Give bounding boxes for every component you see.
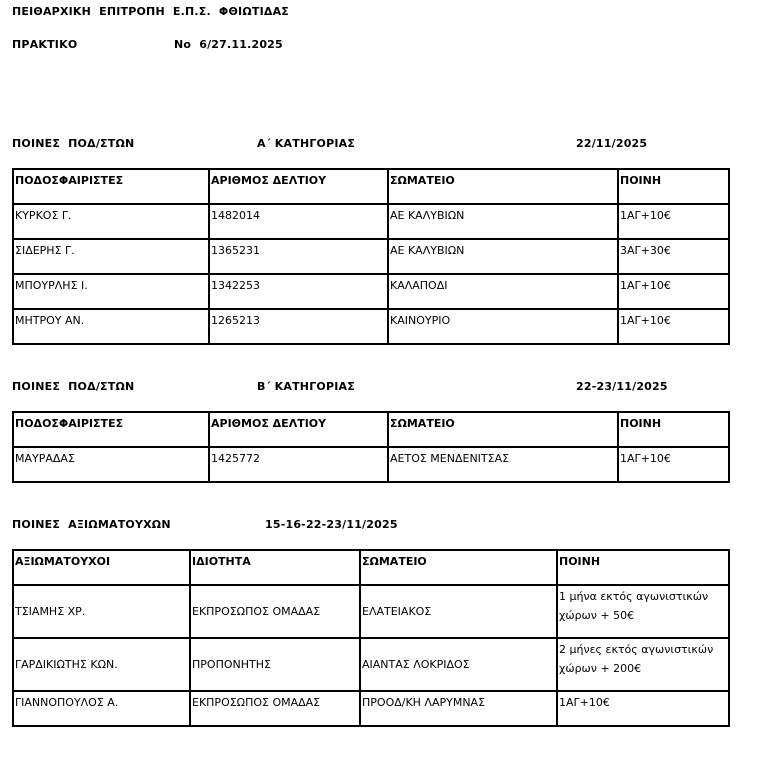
table-cell: ΜΠΟΥΡΛΗΣ Ι.	[13, 274, 209, 309]
section-b-category: Β΄ ΚΑΤΗΓΟΡΙΑΣ	[257, 380, 355, 393]
section-a-table	[12, 168, 730, 345]
section-a-title: ΠΟΙΝΕΣ ΠΟΔ/ΣΤΩΝ	[12, 137, 135, 150]
table-header-row	[13, 169, 729, 204]
column-header: ΠΟΙΝΗ	[557, 550, 729, 585]
table-header-row	[13, 412, 729, 447]
section-a-category: Α΄ ΚΑΤΗΓΟΡΙΑΣ	[257, 137, 356, 150]
column-header: ΣΩΜΑΤΕΙΟ	[388, 169, 618, 204]
table-cell: ΠΡΟΟΔ/ΚΗ ΛΑΡΥΜΝΑΣ	[360, 691, 557, 726]
minutes-number: Νο 6/27.11.2025	[174, 38, 283, 51]
table-cell: 1342253	[209, 274, 388, 309]
table-row	[13, 638, 729, 691]
table-row	[13, 585, 729, 638]
table-cell: ΤΣΙΑΜΗΣ ΧΡ.	[13, 585, 190, 638]
table-row	[13, 239, 729, 274]
section-c-table	[12, 549, 730, 727]
column-header: ΠΟΙΝΗ	[618, 412, 729, 447]
table-cell: 1 μήνα εκτός αγωνιστικών χώρων + 50€	[557, 585, 729, 638]
column-header: ΠΟΔΟΣΦΑΙΡΙΣΤΕΣ	[13, 169, 209, 204]
table-cell: ΕΚΠΡΟΣΩΠΟΣ ΟΜΑΔΑΣ	[190, 691, 360, 726]
table-row	[13, 447, 729, 482]
table-cell: ΑΕ ΚΑΛΥΒΙΩΝ	[388, 204, 618, 239]
section-b-date: 22-23/11/2025	[576, 380, 668, 393]
table-cell: ΕΛΑΤΕΙΑΚΟΣ	[360, 585, 557, 638]
table-cell: ΓΙΑΝΝΟΠΟΥΛΟΣ Α.	[13, 691, 190, 726]
table-cell: 1ΑΓ+10€	[618, 447, 729, 482]
table-cell: 1ΑΓ+10€	[557, 691, 729, 726]
section-b-title: ΠΟΙΝΕΣ ΠΟΔ/ΣΤΩΝ	[12, 380, 135, 393]
table-row	[13, 274, 729, 309]
table-cell: 1425772	[209, 447, 388, 482]
table-header-row	[13, 550, 729, 585]
table-cell: 1ΑΓ+10€	[618, 309, 729, 344]
table-cell: ΚΥΡΚΟΣ Γ.	[13, 204, 209, 239]
table-row	[13, 309, 729, 344]
column-header: ΣΩΜΑΤΕΙΟ	[360, 550, 557, 585]
organization-title: ΠΕΙΘΑΡΧΙΚΗ ΕΠΙΤΡΟΠΗ Ε.Π.Σ. ΦΘΙΩΤΙΔΑΣ	[12, 5, 290, 18]
table-cell: ΕΚΠΡΟΣΩΠΟΣ ΟΜΑΔΑΣ	[190, 585, 360, 638]
table-cell: ΑΕ ΚΑΛΥΒΙΩΝ	[388, 239, 618, 274]
section-c-date: 15-16-22-23/11/2025	[265, 518, 398, 531]
section-a-date: 22/11/2025	[576, 137, 648, 150]
column-header: ΑΡΙΘΜΟΣ ΔΕΛΤΙΟΥ	[209, 169, 388, 204]
table-cell: ΓΑΡΔΙΚΙΩΤΗΣ ΚΩΝ.	[13, 638, 190, 691]
column-header: ΠΟΔΟΣΦΑΙΡΙΣΤΕΣ	[13, 412, 209, 447]
table-cell: ΚΑΛΑΠΟΔΙ	[388, 274, 618, 309]
table-cell: ΜΗΤΡΟΥ ΑΝ.	[13, 309, 209, 344]
column-header: ΣΩΜΑΤΕΙΟ	[388, 412, 618, 447]
table-cell: 1482014	[209, 204, 388, 239]
table-cell: ΚΑΙΝΟΥΡΙΟ	[388, 309, 618, 344]
table-cell: 3ΑΓ+30€	[618, 239, 729, 274]
section-b-table	[12, 411, 730, 483]
table-row	[13, 204, 729, 239]
table-cell: ΑΙΑΝΤΑΣ ΛΟΚΡΙΔΟΣ	[360, 638, 557, 691]
table-cell: ΠΡΟΠΟΝΗΤΗΣ	[190, 638, 360, 691]
table-row	[13, 691, 729, 726]
table-cell: 2 μήνες εκτός αγωνιστικών χώρων + 200€	[557, 638, 729, 691]
minutes-label: ΠΡΑΚΤΙΚΟ	[12, 38, 78, 51]
column-header: ΑΞΙΩΜΑΤΟΥΧΟΙ	[13, 550, 190, 585]
column-header: ΠΟΙΝΗ	[618, 169, 729, 204]
column-header: ΙΔΙΟΤΗΤΑ	[190, 550, 360, 585]
table-cell: 1365231	[209, 239, 388, 274]
section-c-title: ΠΟΙΝΕΣ ΑΞΙΩΜΑΤΟΥΧΩΝ	[12, 518, 171, 531]
column-header: ΑΡΙΘΜΟΣ ΔΕΛΤΙΟΥ	[209, 412, 388, 447]
table-cell: ΑΕΤΟΣ ΜΕΝΔΕΝΙΤΣΑΣ	[388, 447, 618, 482]
table-cell: 1ΑΓ+10€	[618, 204, 729, 239]
table-cell: ΣΙΔΕΡΗΣ Γ.	[13, 239, 209, 274]
table-cell: 1ΑΓ+10€	[618, 274, 729, 309]
table-cell: 1265213	[209, 309, 388, 344]
table-cell: ΜΑΥΡΑΔΑΣ	[13, 447, 209, 482]
